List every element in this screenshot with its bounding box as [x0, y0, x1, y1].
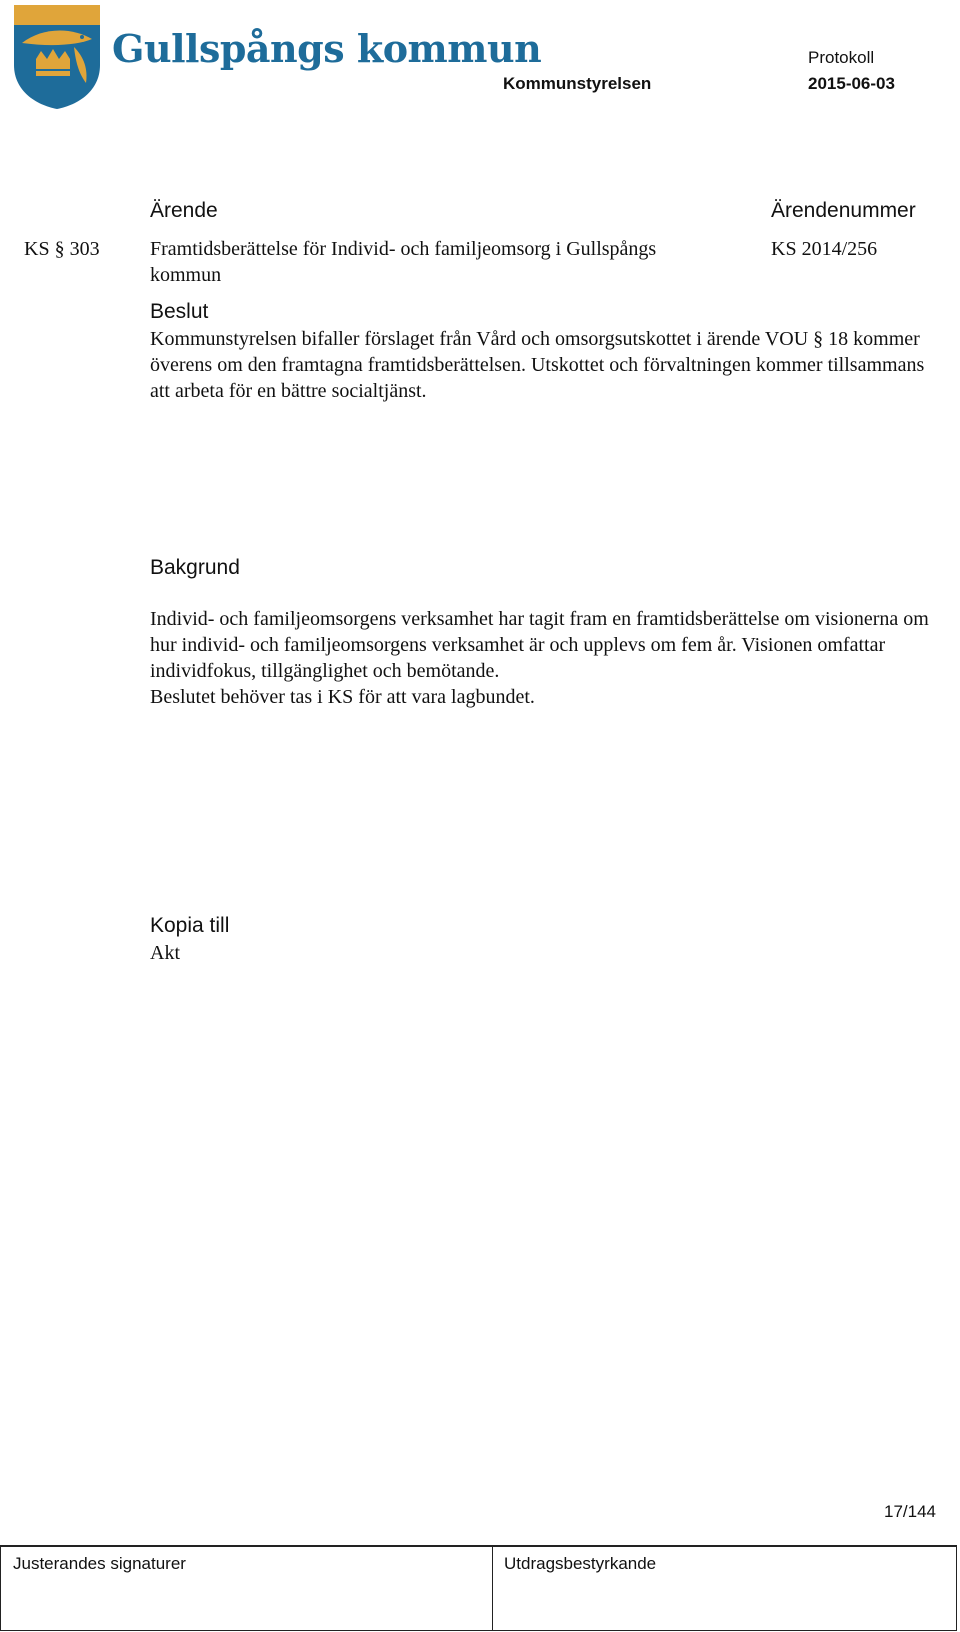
kopia-heading: Kopia till	[150, 914, 230, 937]
bakgrund-heading: Bakgrund	[150, 556, 240, 579]
kopia-text: Akt	[150, 942, 180, 964]
arendenummer-heading: Ärendenummer	[771, 199, 916, 222]
bakgrund-text: Individ- och familjeomsorgens verksamhet har tagit fram en framtidsberättelse om visionerna om hur individ- och familjeomsorgens verksamhet är och upplevs om fem år. Visionen omfattar individfokus, tillgänglighet och bemötande.	[150, 608, 929, 682]
municipality-crest-logo	[12, 3, 102, 111]
case-title: Framtidsberättelse för Individ- och familjeomsorg i Gullspångs kommun	[150, 238, 657, 286]
beslut-heading: Beslut	[150, 300, 209, 323]
arende-heading: Ärende	[150, 199, 218, 222]
extract-label: Utdragsbestyrkande	[504, 1554, 657, 1573]
case-number: KS 2014/256	[771, 238, 878, 260]
signature-box	[0, 1545, 957, 1631]
beslut-text: Kommunstyrelsen bifaller förslaget från Vård och omsorgsutskottet i ärende VOU § 18 kommer överens om den framtagna framtidsberättelsen. Utskottet och förvaltningen kommer tillsammans att arbeta för en bättre socialtjänst.	[150, 328, 925, 402]
signature-box-divider	[492, 1547, 493, 1630]
signatures-label: Justerandes signaturer	[13, 1554, 186, 1573]
page-number: 17/144	[884, 1502, 936, 1521]
organization-name: Gullspångs kommun	[112, 26, 542, 71]
meeting-date: 2015-06-03	[808, 74, 895, 93]
committee-name: Kommunstyrelsen	[503, 74, 652, 93]
paragraph-number: KS § 303	[24, 238, 100, 260]
bakgrund-text-2: Beslutet behöver tas i KS för att vara lagbundet.	[150, 686, 535, 708]
document-type: Protokoll	[808, 48, 875, 67]
